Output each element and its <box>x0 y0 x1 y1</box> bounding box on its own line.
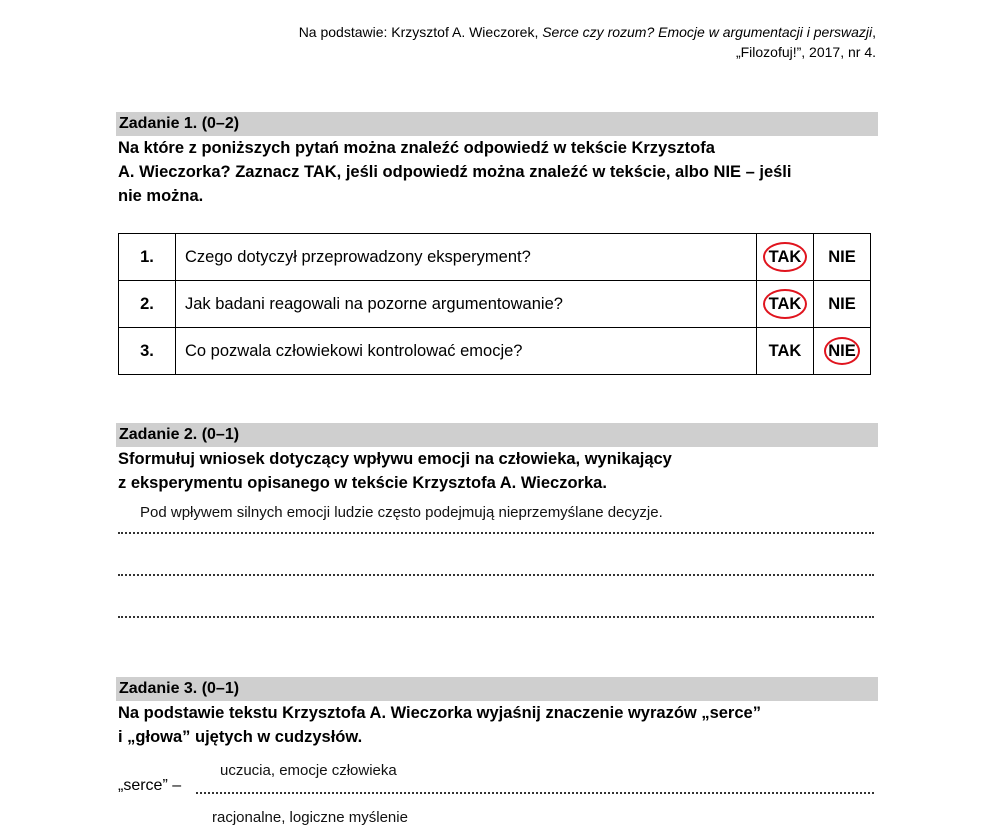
row-number: 3. <box>119 328 176 375</box>
table-row <box>119 328 871 375</box>
row-question: Czego dotyczył przeprowadzony eksperyment? <box>176 234 757 281</box>
task1-header: Zadanie 1. (0–2) <box>116 112 878 136</box>
source-citation <box>299 22 876 62</box>
answer-circle-mark <box>763 289 807 319</box>
task2-handwritten-answer[interactable]: Pod wpływem silnych emocji ludzie często podejmują nieprzemyślane decyzje. <box>140 504 663 521</box>
task2-instruction-line: Sformułuj wniosek dotyczący wpływu emocji na człowieka, wynikający <box>118 450 672 468</box>
source-prefix: Na podstawie: Krzysztof A. Wieczorek, <box>298 24 543 40</box>
task3-instruction-line: i „głowa” ujętych w cudzysłów. <box>118 728 363 746</box>
answer-line[interactable] <box>118 532 874 534</box>
glowa-handwritten-answer[interactable]: racjonalne, logiczne myślenie <box>212 809 408 826</box>
row-question: Jak badani reagowali na pozorne argumentowanie? <box>176 281 757 328</box>
answer-line[interactable] <box>118 616 874 618</box>
tak-option[interactable] <box>757 281 814 328</box>
row-number: 2. <box>119 281 176 328</box>
task2-instruction <box>118 447 888 495</box>
source-title: Serce czy rozum? Emocje w argumentacji i perswazji <box>542 24 873 40</box>
source-suffix: , <box>872 24 876 40</box>
table-row <box>119 281 871 328</box>
row-question: Co pozwala człowiekowi kontrolować emocje? <box>176 328 757 375</box>
row-number: 1. <box>119 234 176 281</box>
answer-circle-mark <box>763 242 807 272</box>
task2-instruction-line: z eksperymentu opisanego w tekście Krzysztofa A. Wieczorka. <box>118 474 607 492</box>
table-row <box>119 234 871 281</box>
tak-option[interactable] <box>757 234 814 281</box>
serce-label: „serce” – <box>118 777 182 794</box>
task1-answer-table <box>118 233 871 375</box>
task3-instruction <box>118 701 888 749</box>
source-line-1 <box>299 22 876 42</box>
nie-label: NIE <box>828 247 856 266</box>
answer-line[interactable] <box>118 574 874 576</box>
tak-label: TAK <box>768 341 802 360</box>
task1-instruction-line: nie można. <box>118 187 204 205</box>
tak-label: TAK <box>768 247 802 266</box>
serce-handwritten-answer[interactable]: uczucia, emocje człowieka <box>220 762 397 779</box>
task3-instruction-line: Na podstawie tekstu Krzysztofa A. Wieczorka wyjaśnij znaczenie wyrazów „serce” <box>118 704 761 722</box>
nie-label: NIE <box>828 294 856 313</box>
serce-answer-line[interactable] <box>196 792 874 794</box>
answer-circle-mark <box>824 337 860 365</box>
task1-instruction-line: Na które z poniższych pytań można znaleźć odpowiedź w tekście Krzysztofa <box>118 139 715 157</box>
nie-option[interactable] <box>814 328 871 375</box>
nie-option[interactable] <box>814 281 871 328</box>
source-line-2: „Filozofuj!”, 2017, nr 4. <box>735 44 876 60</box>
task1-instruction-line: A. Wieczorka? Zaznacz TAK, jeśli odpowiedź można znaleźć w tekście, albo NIE – jeśli <box>118 163 792 181</box>
task2-header: Zadanie 2. (0–1) <box>116 423 878 447</box>
nie-option[interactable] <box>814 234 871 281</box>
tak-option[interactable] <box>757 328 814 375</box>
task1-instruction <box>118 136 888 208</box>
task3-header: Zadanie 3. (0–1) <box>116 677 878 701</box>
nie-label: NIE <box>828 341 856 360</box>
tak-label: TAK <box>768 294 802 313</box>
